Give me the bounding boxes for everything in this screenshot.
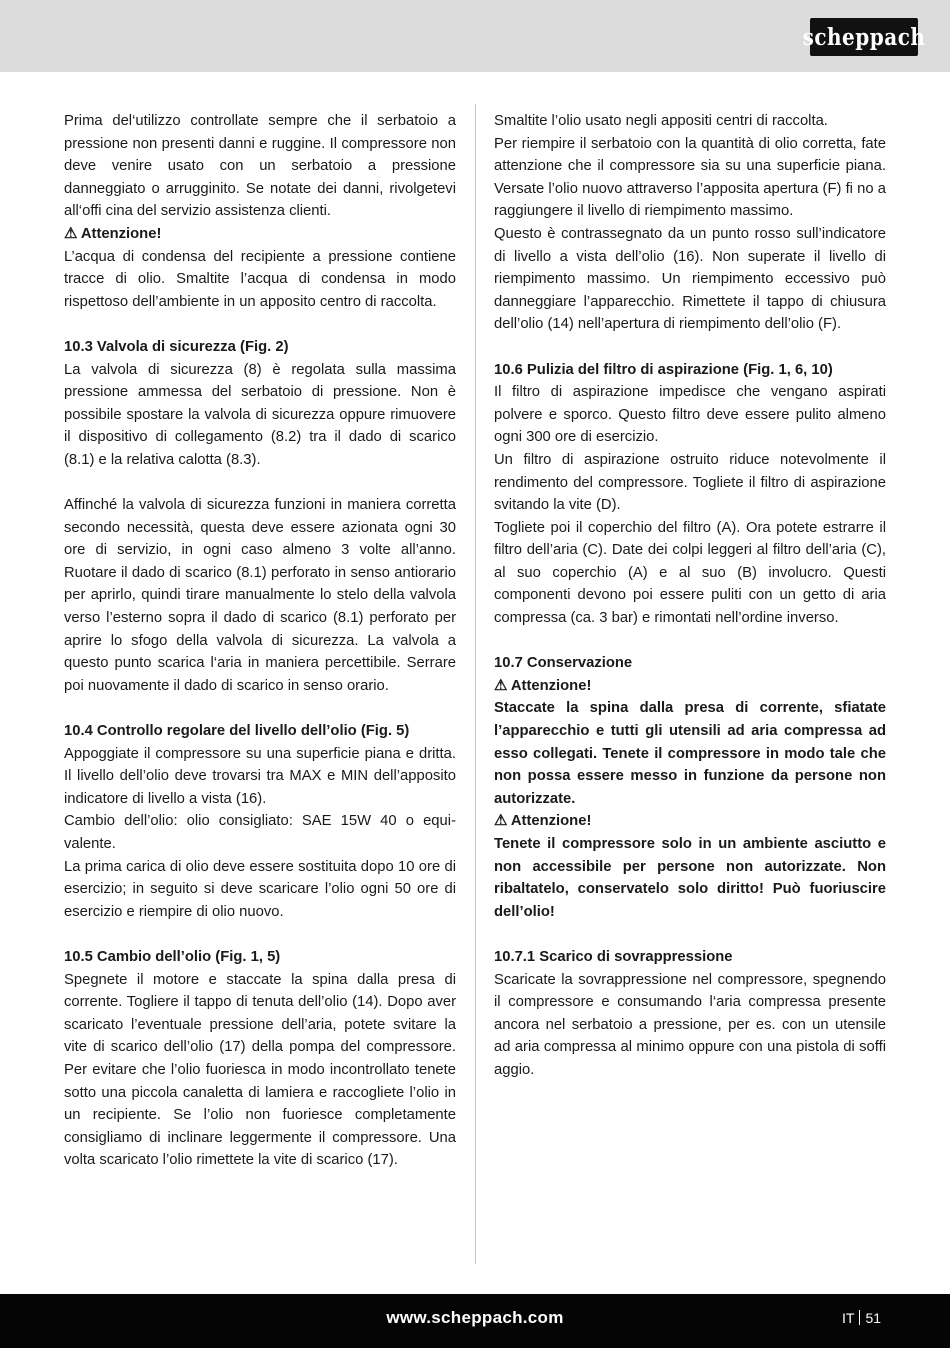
paragraph: Un filtro di aspirazione ostruito riduce notevolmente il rendimento del compressore. Togliete il filtro di aspirazione svitando la vite (D).: [494, 451, 886, 514]
paragraph: Questo è contrassegnato da un punto rosso sull’indicatore di livello a vista dell’olio (16). Non superate il livello di riempimento massimo. Un riempimento eccessivo può danneggiare l’apparecchio. Rimettete il tappo di chiusura dell’olio (14) nell’apertura di riempimento dell’olio (F).: [494, 225, 886, 333]
section-heading-10-5: 10.5 Cambio dell’olio (Fig. 1, 5): [64, 948, 281, 965]
paragraph: Cambio dell’olio: olio consigliato: SAE 15W 40 o equivalente.: [64, 813, 456, 852]
right-column: [494, 110, 886, 1082]
paragraph: L’acqua di condensa del recipiente a pressione contiene tracce di olio. Smaltite l’acqua di condensa in modo rispettoso dell’ambiente in un apposito centro di raccolta.: [64, 248, 456, 310]
footer-bar: [0, 1294, 950, 1348]
section-heading-10-3: 10.3 Valvola di sicurezza (Fig. 2): [64, 338, 289, 355]
paragraph: Affinché la valvola di sicurezza funzioni in maniera corretta secondo necessità, questa deve essere azionata ogni 30 ore di servizio, in ogni caso almeno 3 volte all’anno. Ruotare il dado di scarico (8.1) perforato in senso antiorario per aprirlo, quindi tirare manualmente lo stelo della valvola verso l’esterno sopra il dado di scarico (8.1) perforato per aprire lo sfogo della valvola di sicurezza. La valvola a questo punto scarica l‘aria in maniera percettibile. Serrare poi nuovamente il dado di scarico in senso orario.: [64, 497, 456, 694]
paragraph: Appoggiate il compressore su una superficie piana e dritta. Il livello dell’olio deve trovarsi tra MAX e MIN dell’apposito indicatore di livello a vista (16).: [64, 745, 456, 807]
column-divider: [475, 104, 476, 1264]
section-heading-10-6: 10.6 Pulizia del filtro di aspirazione (Fig. 1, 6, 10): [494, 361, 833, 378]
paragraph: Prima del‘utilizzo controllate sempre che il serbatoio a pressione non presenti danni e ruggine. Il compressore non deve venire usato con un serbatoio a pressione danneggiato o arrugginito. Se notate dei danni, rivolgetevi all‘offi cina del servizio assistenza clienti.: [64, 113, 456, 220]
paragraph: Per riempire il serbatoio con la quantità di olio corretta, fate attenzione che il compressore sia su una superficie piana. Versate l’olio nuovo attraverso l’apposita apertura (F) fi no a raggiungere il livello di riempimento massimo.: [494, 135, 886, 220]
paragraph: La prima carica di olio deve essere sostituita dopo 10 ore di esercizio; in seguito si deve scaricare l’olio ogni 50 ore di esercizio e riempire di olio nuovo.: [64, 858, 456, 920]
section-heading-10-4: 10.4 Controllo regolare del livello dell’olio (Fig. 5): [64, 723, 410, 740]
page-number: [842, 1310, 881, 1326]
page-separator: [859, 1310, 860, 1325]
warning-heading: ⚠ Attenzione!: [494, 677, 592, 694]
section-heading-10-7: 10.7 Conservazione: [494, 655, 633, 672]
paragraph: La valvola di sicurezza (8) è regolata sulla massima pressione ammessa del serbatoio di pressione. Non è possibile spostare la valvola di sicurezza oppure rimuovere il dispositivo di collegamento (8.2) tra il dado di scarico (8.1) e la relativa calotta (8.3).: [64, 361, 456, 468]
paragraph: Smaltite l’olio usato negli appositi centri di raccolta.: [494, 113, 828, 129]
section-heading-10-7-1: 10.7.1 Scarico di sovrappressione: [494, 948, 733, 965]
language-code: IT: [842, 1310, 855, 1326]
page-number-value: 51: [865, 1310, 882, 1326]
brand-logo: [802, 18, 926, 56]
warning-text: Tenete il compressore solo in un ambiente asciutto e non accessibile per persone non autorizzate. Non ribaltatelo, conservatelo solo diritto! Può fuoriuscire dell’olio!: [494, 836, 886, 920]
paragraph: Togliete poi il coperchio del filtro (A). Ora potete estrarre il filtro dell’aria (C). Date dei colpi leggeri al filtro dell’aria (C), al suo coperchio (A) e al suo (B) involucro. Questi componenti devono poi essere puliti con un getto di aria compressa (ca. 3 bar) e rimontati nell’ordine inverso.: [494, 519, 886, 627]
paragraph: Scaricate la sovrappressione nel compressore, spegnendo il compressore e consumando l‘aria compressa presente ancora nel serbatoio a pressione, per es. con un utensile ad aria compressa al minimo oppure con una pistola di soffi aggio.: [494, 971, 886, 1078]
left-column: [64, 110, 456, 1172]
footer-url[interactable]: www.scheppach.com: [386, 1308, 564, 1327]
warning-heading: ⚠ Attenzione!: [494, 813, 592, 830]
warning-heading: ⚠ Attenzione!: [64, 225, 162, 242]
paragraph: Il filtro di aspirazione impedisce che vengano aspirati polvere e sporco. Questo filtro deve essere pulito almeno ogni 300 ore di esercizio.: [494, 384, 886, 446]
paragraph: Spegnete il motore e staccate la spina dalla presa di corrente. Togliere il tappo di tenuta dell’olio (14). Dopo aver scaricato l’eventuale pressione dell’aria, potete svitare la vite di scarico dell’olio (17) della pompa del compressore. Per evitare che l’olio fuoriesca in modo incontrollato tenete sotto una piccola canaletta di lamiera e raccogliete l’olio in un recipiente. Se l’olio non fuoriesce completamente consigliamo di inclinare leggermente il compressore. Una volta scaricato l’olio rimettete la vite di scarico (17).: [64, 971, 456, 1169]
brand-logo-text: scheppach: [802, 23, 926, 51]
warning-text: Staccate la spina dalla presa di corrente, sfiatate l’apparecchio e tutti gli utensili ad aria compressa ad esso collegati. Tenete il compressore in modo tale che non possa essere messo in funzione da persone non autorizzate.: [494, 700, 886, 807]
